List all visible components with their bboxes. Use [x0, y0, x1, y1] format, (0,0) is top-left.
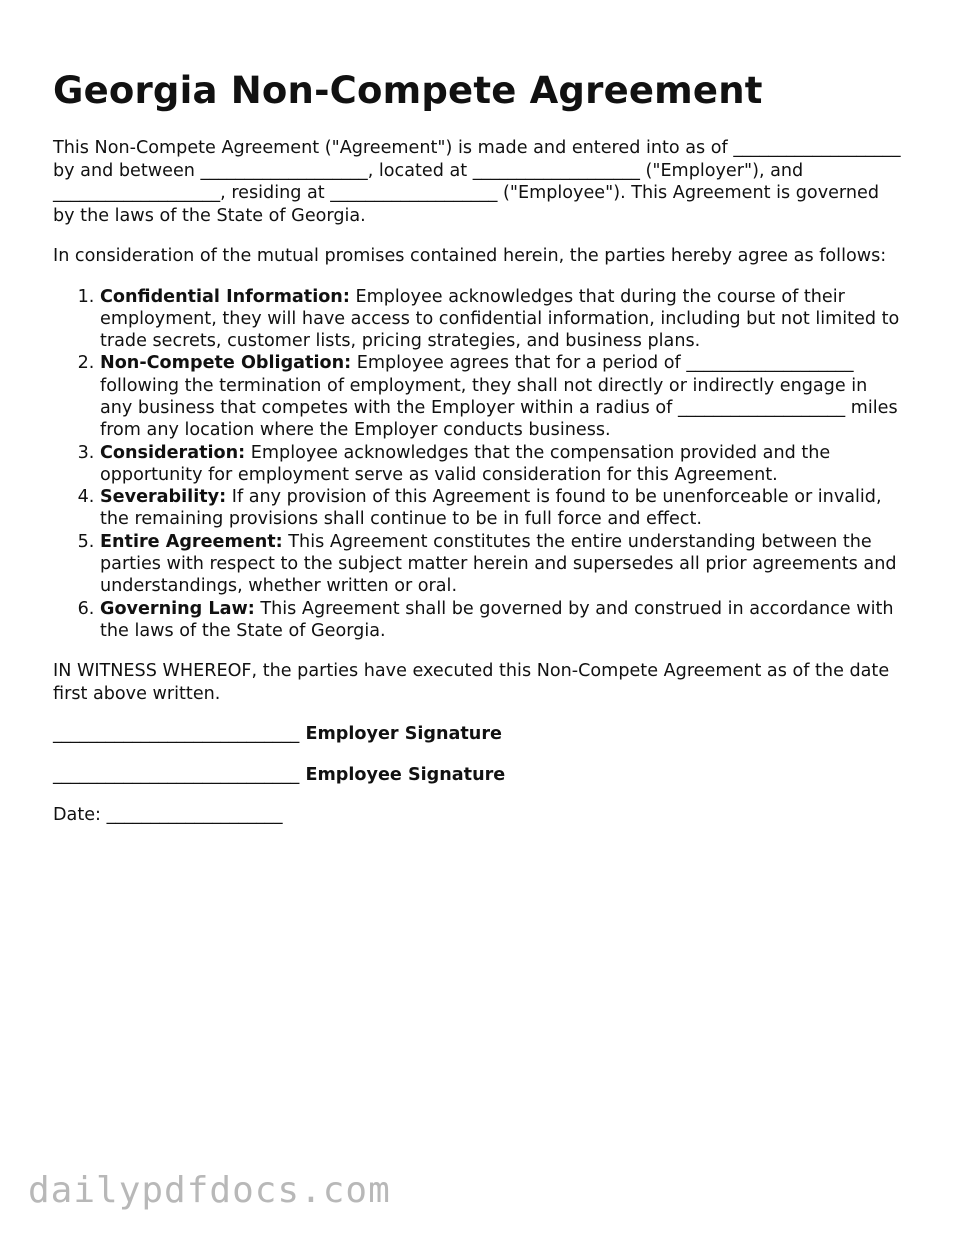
term-text: This Agreement shall be governed by and construed in accordance with the laws of the State of Georgia.	[100, 598, 894, 641]
term-heading: Severability:	[100, 487, 227, 508]
list-item	[100, 286, 903, 353]
employee-signature-line: ____________________________	[53, 764, 300, 785]
employer-signature-block	[53, 723, 903, 746]
intro-text-3: , located at	[367, 160, 473, 181]
term-text: Employee acknowledges that during the course of their employment, they will have access to confidential information, including but not limited to trade secrets, customer lists, pricing strategies, and business plans.	[100, 286, 900, 352]
intro-paragraph	[53, 137, 903, 227]
term-text: following the termination of employment, they shall not directly or indirectly engage in any business that competes with the Employer within a radius of	[100, 375, 868, 418]
date-label: Date:	[53, 805, 107, 826]
term-text: Employee acknowledges that the compensation provided and the opportunity for employment serve as valid consideration for this Agreement.	[100, 442, 831, 485]
document-title: Georgia Non-Compete Agreement	[53, 69, 763, 112]
employee-signature-label: Employee Signature	[299, 764, 506, 785]
term-text: If any provision of this Agreement is found to be unenforceable or invalid, the remaining provisions shall continue to be in full force and effect.	[100, 487, 882, 530]
term-text: Employee agrees that for a period of	[351, 353, 687, 374]
consideration-paragraph: In consideration of the mutual promises contained herein, the parties hereby agree as follows:	[53, 246, 887, 266]
list-item	[100, 442, 903, 487]
date-block	[53, 804, 903, 827]
non-compete-period-blank: ___________________	[686, 353, 854, 374]
term-heading: Consideration:	[100, 442, 246, 463]
effective-date-blank: ___________________	[733, 138, 901, 158]
employer-address-blank: ___________________	[472, 160, 640, 181]
intro-text-2: by and between	[53, 160, 201, 181]
list-item	[100, 486, 903, 531]
intro-text-1: This Non-Compete Agreement ("Agreement") is made and entered into as of	[53, 138, 734, 158]
list-item	[100, 352, 903, 441]
employer-signature-line: ____________________________	[53, 724, 300, 745]
intro-text-5: , residing at	[220, 183, 331, 203]
document-page	[53, 62, 903, 827]
term-text: miles from any location where the Employer conducts business.	[100, 397, 898, 441]
date-line: ____________________	[106, 805, 283, 826]
list-item	[100, 531, 903, 598]
radius-miles-blank: ___________________	[677, 397, 846, 418]
terms-list	[53, 286, 903, 643]
term-heading: Confidential Information:	[100, 286, 350, 307]
term-heading: Entire Agreement:	[100, 531, 283, 552]
intro-text-4: ("Employer"), and	[639, 160, 804, 181]
list-item	[100, 598, 903, 643]
employee-signature-block	[53, 764, 903, 787]
intro-text-6: ("Employee"). This Agreement is governed by the laws of the State of Georgia.	[53, 183, 879, 226]
employer-name-blank: ___________________	[200, 160, 368, 181]
employee-address-blank: ___________________	[330, 183, 498, 203]
term-heading: Governing Law:	[100, 598, 255, 619]
employee-name-blank: ___________________	[53, 183, 221, 203]
watermark: dailypdfdocs.com	[28, 1170, 391, 1211]
witness-paragraph: IN WITNESS WHEREOF, the parties have executed this Non-Compete Agreement as of the date first above written.	[53, 661, 890, 704]
employer-signature-label: Employer Signature	[299, 724, 502, 745]
term-text: This Agreement constitutes the entire understanding between the parties with respect to the subject matter herein and supersedes all prior agreements and understandings, whether written or oral.	[100, 531, 897, 597]
term-heading: Non-Compete Obligation:	[100, 353, 352, 374]
